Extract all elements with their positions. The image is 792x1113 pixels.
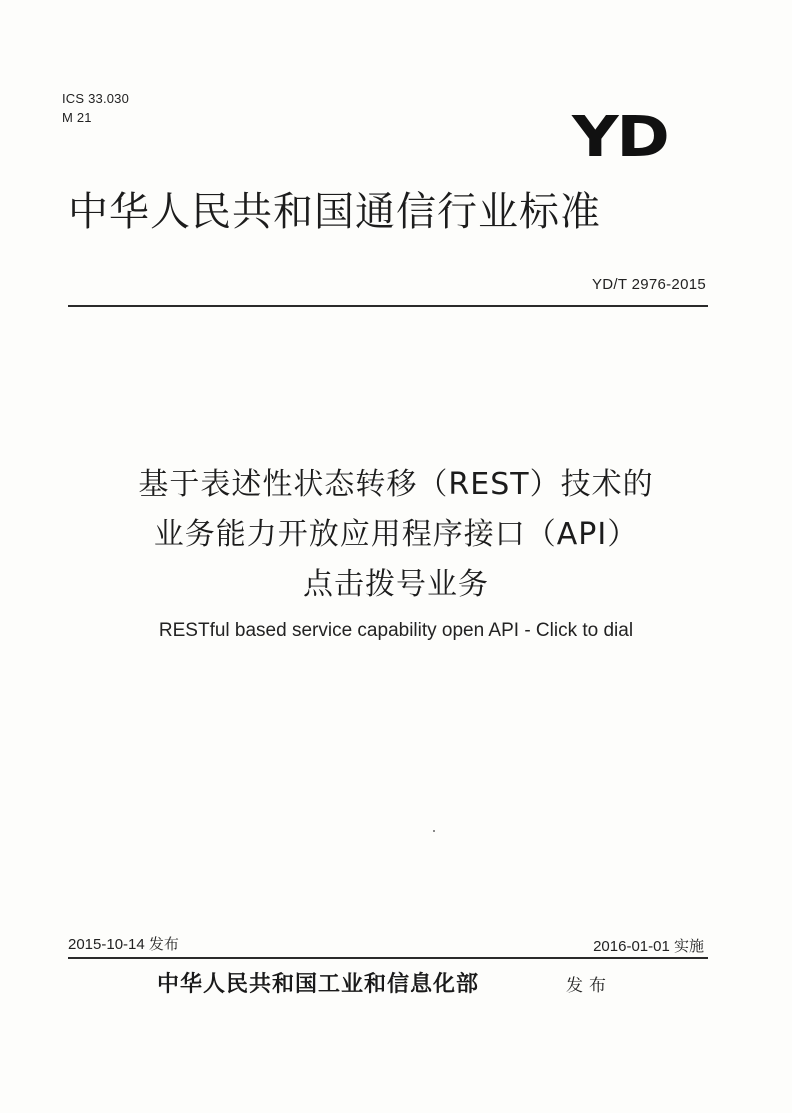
title-line-1: 基于表述性状态转移（REST）技术的 — [138, 467, 654, 502]
title-line-2: 业务能力开放应用程序接口（API） — [153, 517, 639, 552]
scan-speck — [433, 830, 435, 832]
publisher-name: 中华人民共和国工业和信息化部 — [157, 971, 480, 997]
title-line-3: 点击拨号业务 — [303, 567, 489, 602]
publish-label: 发布 — [566, 976, 612, 996]
issue-date: 2015-10-14 发布 — [68, 936, 179, 953]
ics-code: ICS 33.030 — [62, 91, 130, 106]
authority-title: 中华人民共和国通信行业标准 — [68, 189, 601, 235]
english-title: RESTful based service capability open API - Click to dial — [158, 620, 634, 641]
standard-number: YD/T 2976-2015 — [592, 276, 706, 293]
ccs-code: M 21 — [62, 110, 92, 125]
yd-logo: YD — [572, 105, 668, 170]
top-divider — [68, 305, 708, 307]
implementation-date: 2016-01-01 实施 — [593, 938, 704, 955]
bottom-divider — [68, 957, 708, 959]
document-title — [50, 460, 742, 644]
